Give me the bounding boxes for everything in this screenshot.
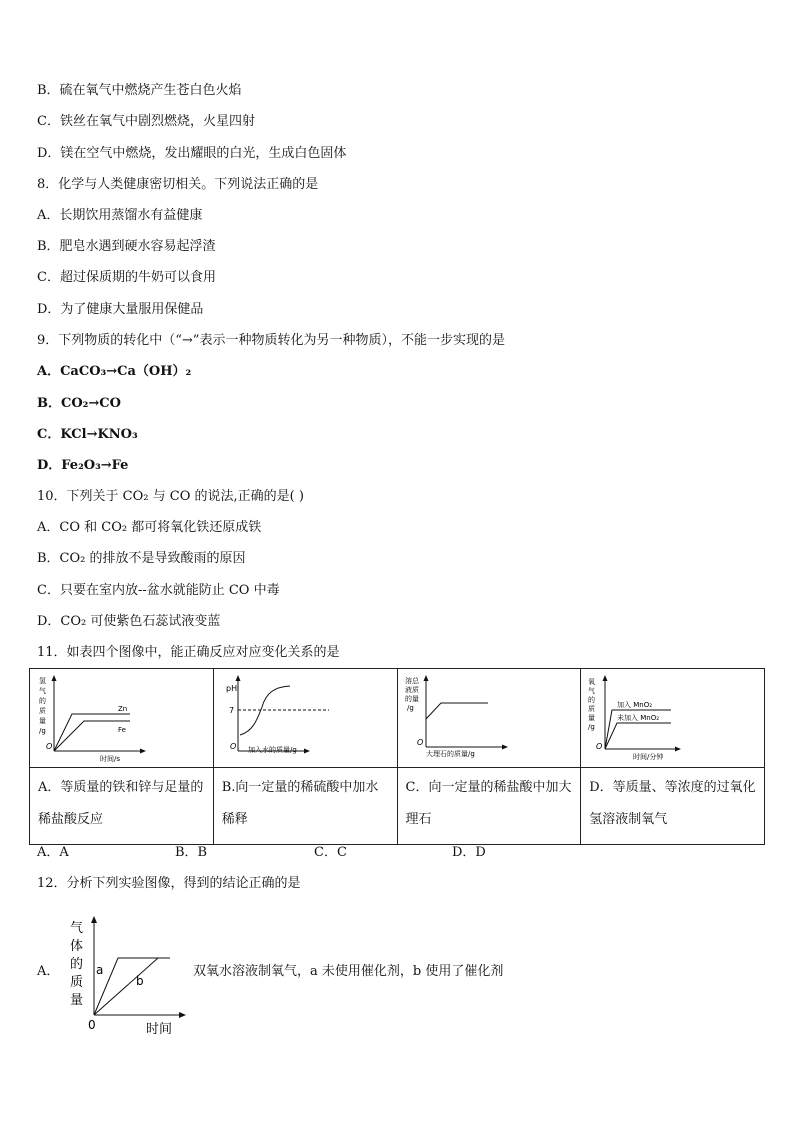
caption-a: A．等质量的铁和锌与足量的稀盐酸反应 (30, 768, 214, 845)
y-label-char: 质 (70, 975, 84, 990)
answer-option-a: A．A (37, 845, 69, 860)
y-label-char: 的 (39, 697, 46, 705)
graph-cell-c (397, 669, 581, 768)
x-axis-label: 时间/分钟 (633, 753, 664, 761)
q12-option-label: A． (37, 964, 60, 979)
y-label-char: 量 (39, 717, 46, 725)
y-label-char: 的量 (404, 695, 419, 703)
question-stem: 8．化学与人类健康密切相关。下列说法正确的是 (37, 177, 319, 192)
series-label-zn: Zn (118, 705, 128, 713)
option-line: B．硫在氧气中燃烧产生苍白色火焰 (37, 83, 242, 98)
y-label-char: 质 (588, 705, 596, 713)
y-label-char: /g (39, 727, 46, 735)
caption-c: C．向一定量的稀盐酸中加大理石 (397, 768, 581, 845)
origin-label: 0 (88, 1018, 96, 1032)
y-label-char: 气 (39, 687, 46, 695)
graph-cell-d (581, 669, 765, 768)
graph-b (214, 669, 397, 763)
caption-b: B.向一定量的稀硫酸中加水稀释 (213, 768, 397, 845)
y-label-char: 液质 (404, 686, 419, 694)
option-line: A．CO 和 CO₂ 都可将氧化铁还原成铁 (37, 520, 262, 535)
answer-option-c: C．C (314, 845, 347, 860)
y-label-char: 的 (70, 957, 84, 972)
option-line: D．CO₂ 可使紫色石蕊试液变蓝 (37, 614, 221, 629)
option-line: D．镁在空气中燃烧，发出耀眼的白光，生成白色固体 (37, 146, 347, 161)
y-label-char: 体 (70, 939, 84, 954)
series-label-with-mno2: 加入 MnO₂ (617, 701, 653, 709)
x-axis-label: 大理石的质量/g (425, 750, 475, 758)
y-label-char: 气 (588, 687, 596, 695)
question-stem: 11．如表四个图像中，能正确反应对应变化关系的是 (37, 645, 340, 660)
origin-label: O (46, 742, 53, 751)
y-label-char: 气 (70, 921, 84, 936)
y-label-char: 溶总 (404, 677, 419, 685)
q12-graph (60, 912, 200, 1040)
series-label-without-mno2: 未加入 MnO₂ (617, 714, 660, 722)
x-axis-label: 时间/s (100, 755, 121, 763)
option-line: A．CaCO₃→Ca（OH）₂ (37, 364, 192, 379)
graph-cell-a (30, 669, 214, 768)
option-line: D．为了健康大量服用保健品 (37, 302, 204, 317)
graph-d (581, 669, 764, 763)
y-label-char: 质 (39, 707, 46, 715)
graph-table (29, 668, 765, 845)
origin-label: O (416, 738, 423, 747)
tick-label: 7 (228, 706, 234, 715)
origin-label: O (229, 742, 237, 751)
question-stem: 9．下列物质的转化中（“→”表示一种物质转化为另一种物质），不能一步实现的是 (37, 333, 505, 348)
option-line: B．肥皂水遇到硬水容易起浮渣 (37, 239, 216, 254)
y-label-char: /g (588, 723, 596, 731)
series-label-fe: Fe (118, 726, 126, 734)
y-label-char: /g (406, 704, 414, 712)
series-label-a: a (96, 963, 104, 977)
answer-option-b: B．B (175, 845, 208, 860)
graph-cell-b (213, 669, 397, 768)
option-line: A．长期饮用蒸馏水有益健康 (37, 208, 203, 223)
origin-label: O (596, 742, 603, 751)
question-stem: 10．下列关于 CO₂ 与 CO 的说法,正确的是( ) (37, 489, 304, 504)
option-line: C．超过保质期的牛奶可以食用 (37, 270, 216, 285)
option-line: B．CO₂ 的排放不是导致酸雨的原因 (37, 551, 246, 566)
y-label-char: 的 (588, 696, 596, 704)
option-line: C．只要在室内放--盆水就能防止 CO 中毒 (37, 583, 280, 598)
option-line: C．铁丝在氧气中剧烈燃烧，火星四射 (37, 114, 255, 129)
graph-a (30, 669, 213, 763)
option-line: C．KCl→KNO₃ (37, 427, 138, 442)
graph-c (398, 669, 581, 763)
q12-option-description: 双氧水溶液制氧气，a 未使用催化剂，b 使用了催化剂 (193, 964, 504, 979)
series-label-b: b (136, 974, 144, 988)
option-line: B．CO₂→CO (37, 396, 121, 411)
option-line: D．Fe₂O₃→Fe (37, 458, 129, 473)
y-label-char: 量 (70, 993, 84, 1008)
caption-d: D．等质量、等浓度的过氧化氢溶液制氧气 (581, 768, 765, 845)
y-label-char: 氢 (39, 677, 46, 685)
x-axis-label: 时间 (146, 1022, 173, 1037)
y-axis-label: pH (225, 684, 237, 693)
y-label-char: 量 (588, 714, 596, 722)
y-label-char: 氧 (588, 678, 596, 686)
question-stem: 12．分析下列实验图像，得到的结论正确的是 (37, 876, 301, 891)
answer-option-d: D．D (452, 845, 486, 860)
x-axis-label: 加入水的质量/g (247, 746, 297, 754)
